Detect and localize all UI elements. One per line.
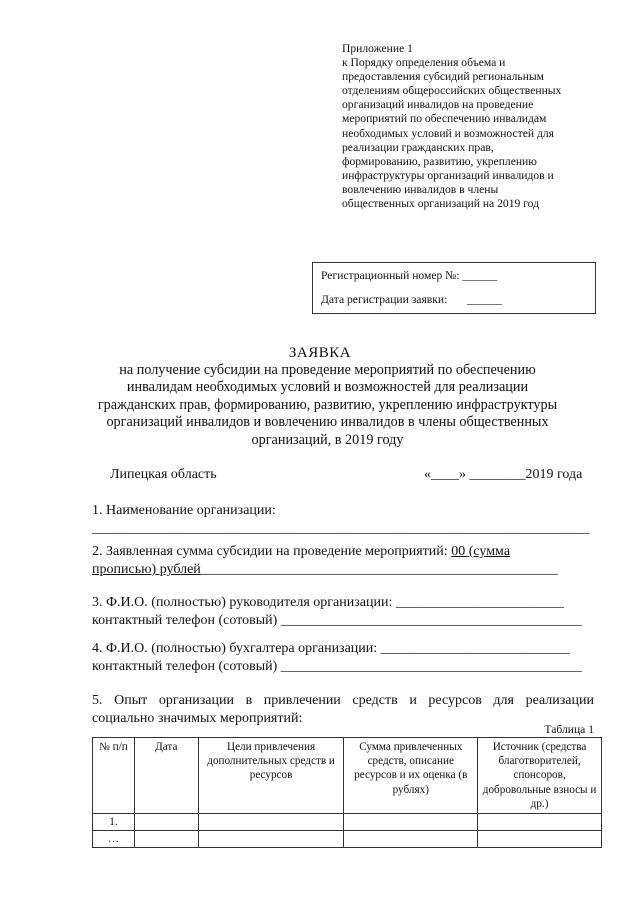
table-cell	[344, 814, 478, 831]
section-4-line-1: 4. Ф.И.О. (полностью) бухгалтера организации: ___________________________	[92, 641, 570, 656]
section-2-amount: 00 (сумма	[451, 544, 511, 559]
table-header-cell: Дата	[134, 738, 198, 814]
table-row	[93, 814, 602, 831]
appendix-line: к Порядку определения объема и	[342, 56, 506, 70]
appendix-block	[342, 42, 612, 211]
section-1-fill-line: _______________________________________________________________________	[92, 521, 589, 536]
subtitle-line: гражданских прав, формированию, развитию, укреплению инфраструктуры	[97, 396, 558, 413]
table-cell	[198, 814, 344, 831]
table-cell	[478, 831, 602, 848]
subtitle-line: организаций инвалидов и вовлечению инвалидов в члены общественных	[106, 414, 549, 431]
appendix-line: вовлечению инвалидов в члены	[342, 182, 499, 196]
table-cell	[478, 814, 602, 831]
table-row	[93, 831, 602, 848]
subtitle-line: на получение субсидии на проведение мероприятий по обеспечению	[119, 362, 536, 378]
section-2-line-1	[92, 543, 594, 561]
document-title: ЗАЯВКА	[288, 345, 352, 361]
section-2-amount-words: прописью) рублей	[92, 562, 201, 577]
experience-table	[92, 737, 602, 848]
registration-date-blank: ______	[467, 293, 502, 306]
section-3-line-1: 3. Ф.И.О. (полностью) руководителя организации: ________________________	[92, 595, 564, 610]
appendix-line: мероприятий по обеспечению инвалидам	[342, 112, 547, 126]
registration-date-label: Дата регистрации заявки:	[321, 293, 448, 306]
registration-number: Регистрационный номер №: ______	[321, 269, 498, 282]
section-director	[92, 594, 594, 630]
region-name: Липецкая область	[110, 467, 217, 482]
appendix-line: необходимых условий и возможностей для	[342, 126, 554, 140]
appendix-line: общественных организаций на 2019 год	[342, 197, 540, 211]
appendix-line: отделениям общероссийских общественных	[342, 84, 562, 98]
section-3-line-2: контактный телефон (сотовый) ___________________________________________	[92, 613, 582, 628]
table-cell	[344, 831, 478, 848]
application-date: «____» ________2019 года	[424, 467, 583, 482]
section-5-line-1: 5. Опыт организации в привлечении средств и ресурсов для реализации	[92, 693, 594, 708]
registration-box	[312, 262, 596, 314]
table-caption: Таблица 1	[544, 723, 594, 736]
appendix-line: инфраструктуры организаций инвалидов и	[342, 168, 554, 182]
table-cell: 1.	[93, 814, 135, 831]
subtitle-line: организаций, в 2019 году	[251, 431, 404, 448]
table-cell	[134, 814, 198, 831]
section-2-label: 2. Заявленная сумма субсидии на проведение мероприятий:	[92, 544, 452, 559]
table-cell: …	[93, 831, 135, 848]
document-subtitle	[80, 362, 575, 449]
appendix-line: предоставления субсидий региональным	[342, 70, 545, 84]
appendix-line: Приложение 1	[342, 42, 413, 55]
section-5-line-2: социально значимых мероприятий:	[92, 711, 303, 726]
table-header-cell: Цели привлечения дополнительных средств и ресурсов	[198, 738, 344, 814]
appendix-line: реализации гражданских прав,	[342, 140, 494, 154]
appendix-line: организаций инвалидов на проведение	[342, 98, 534, 112]
section-accountant	[92, 640, 594, 676]
section-2-fill-line: ___________________________________________________	[200, 562, 558, 577]
table-header-cell: Сумма привлеченных средств, описание ресурсов и их оценка (в рублях)	[344, 738, 478, 814]
appendix-line: формированию, развитию, укреплению	[342, 154, 537, 168]
table-header-cell: Источник (средства благотворителей, спонсоров, добровольные взносы и др.)	[478, 738, 602, 814]
table-header-cell: № п/п	[93, 738, 135, 814]
section-4-line-2: контактный телефон (сотовый) ___________________________________________	[92, 659, 582, 674]
section-1-label: 1. Наименование организации:	[92, 503, 276, 518]
section-organization-name	[92, 502, 594, 538]
table-cell	[134, 831, 198, 848]
registration-date	[321, 293, 502, 306]
subtitle-line: инвалидам необходимых условий и возможностей для реализации	[126, 379, 529, 396]
table-cell	[198, 831, 344, 848]
section-subsidy-amount	[92, 543, 594, 579]
section-2-line-2	[92, 561, 594, 579]
table-header-row	[93, 738, 602, 814]
